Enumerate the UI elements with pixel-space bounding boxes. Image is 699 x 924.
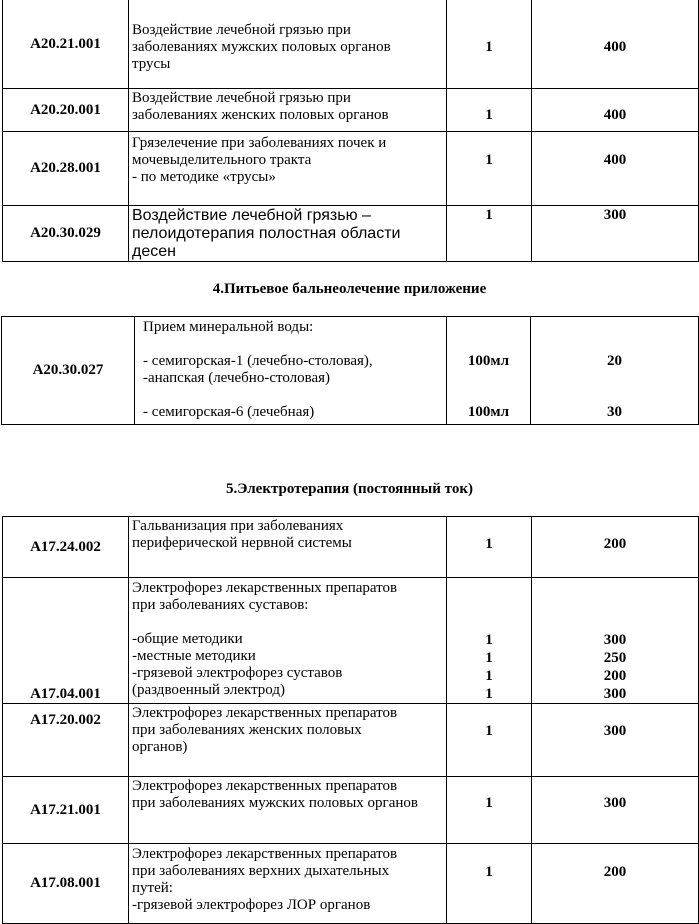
price: 400 bbox=[532, 132, 699, 206]
service-description: Грязелечение при заболеваниях почек и мочевыделительного тракта - по методике «трусы» bbox=[129, 132, 447, 206]
service-description: Воздействие лечебной грязью при заболеваниях мужских половых органов трусы bbox=[129, 0, 447, 89]
procedure-table-drinking bbox=[1, 316, 699, 425]
quantity: 1 bbox=[447, 132, 532, 206]
table-row bbox=[3, 517, 699, 578]
quantity: 1 bbox=[447, 704, 532, 777]
service-description: Электрофорез лекарственных препаратов при заболеваниях мужских половых органов bbox=[129, 777, 447, 844]
service-description: Воздействие лечебной грязью при заболеваниях женских половых органов bbox=[129, 89, 447, 132]
table-row bbox=[2, 317, 699, 425]
service-description: Электрофорез лекарственных препаратов при заболеваниях суставов: -общие методики -местные методики -грязевой электрофорез суставов (раздвоенный электрод) bbox=[129, 578, 447, 704]
service-code: А17.21.001 bbox=[3, 777, 129, 844]
service-code: А17.08.001 bbox=[3, 844, 129, 924]
table-row bbox=[3, 89, 699, 132]
service-description: Гальванизация при заболеваниях периферической нервной системы bbox=[129, 517, 447, 578]
table-row bbox=[3, 704, 699, 777]
service-description: Электрофорез лекарственных препаратов при заболеваниях женских половых органов) bbox=[129, 704, 447, 777]
quantity: 1 bbox=[447, 0, 532, 89]
price: 400 bbox=[532, 89, 699, 132]
quantity: 1 bbox=[447, 89, 532, 132]
quantity: 1 bbox=[447, 844, 532, 924]
quantity: 1 1 1 1 bbox=[447, 578, 532, 704]
table-row bbox=[3, 777, 699, 844]
service-code: А20.20.001 bbox=[3, 89, 129, 132]
table-row bbox=[3, 132, 699, 206]
service-code: А20.21.001 bbox=[3, 0, 129, 89]
service-code: А17.20.002 bbox=[3, 704, 129, 777]
price: 300 bbox=[532, 777, 699, 844]
service-code: А20.30.027 bbox=[2, 317, 135, 425]
service-code: А20.30.029 bbox=[3, 206, 129, 262]
service-code: А17.04.001 bbox=[3, 578, 129, 704]
table-row bbox=[3, 0, 699, 89]
price: 200 bbox=[532, 844, 699, 924]
price: 400 bbox=[532, 0, 699, 89]
quantity: 100мл 100мл bbox=[447, 317, 531, 425]
table-row bbox=[3, 206, 699, 262]
price: 300 bbox=[532, 704, 699, 777]
section-heading: 5.Электротерапия (постоянный ток) bbox=[226, 481, 473, 497]
quantity: 1 bbox=[447, 206, 532, 262]
price: 300 bbox=[532, 206, 699, 262]
section-heading: 4.Питьевое бальнеолечение приложение bbox=[212, 281, 487, 297]
price: 20 30 bbox=[531, 317, 699, 425]
price: 300 250 200 300 bbox=[532, 578, 699, 704]
service-description: Электрофорез лекарственных препаратов при заболеваниях верхних дыхательных путей: -грязевой электрофорез ЛОР органов bbox=[129, 844, 447, 924]
procedure-table-electro bbox=[2, 516, 699, 924]
quantity: 1 bbox=[447, 517, 532, 578]
quantity: 1 bbox=[447, 777, 532, 844]
price: 200 bbox=[532, 517, 699, 578]
service-description: Прием минеральной воды: - семигорская-1 (лечебно-столовая), -анапская (лечебно-столовая) - семигорская-6 (лечебная) bbox=[135, 317, 447, 425]
service-description: Воздействие лечебной грязью – пелоидотерапия полостная области десен bbox=[129, 206, 447, 262]
service-code: А17.24.002 bbox=[3, 517, 129, 578]
procedure-table-mud bbox=[2, 0, 699, 262]
table-row bbox=[3, 578, 699, 704]
service-code: А20.28.001 bbox=[3, 132, 129, 206]
table-row bbox=[3, 844, 699, 924]
